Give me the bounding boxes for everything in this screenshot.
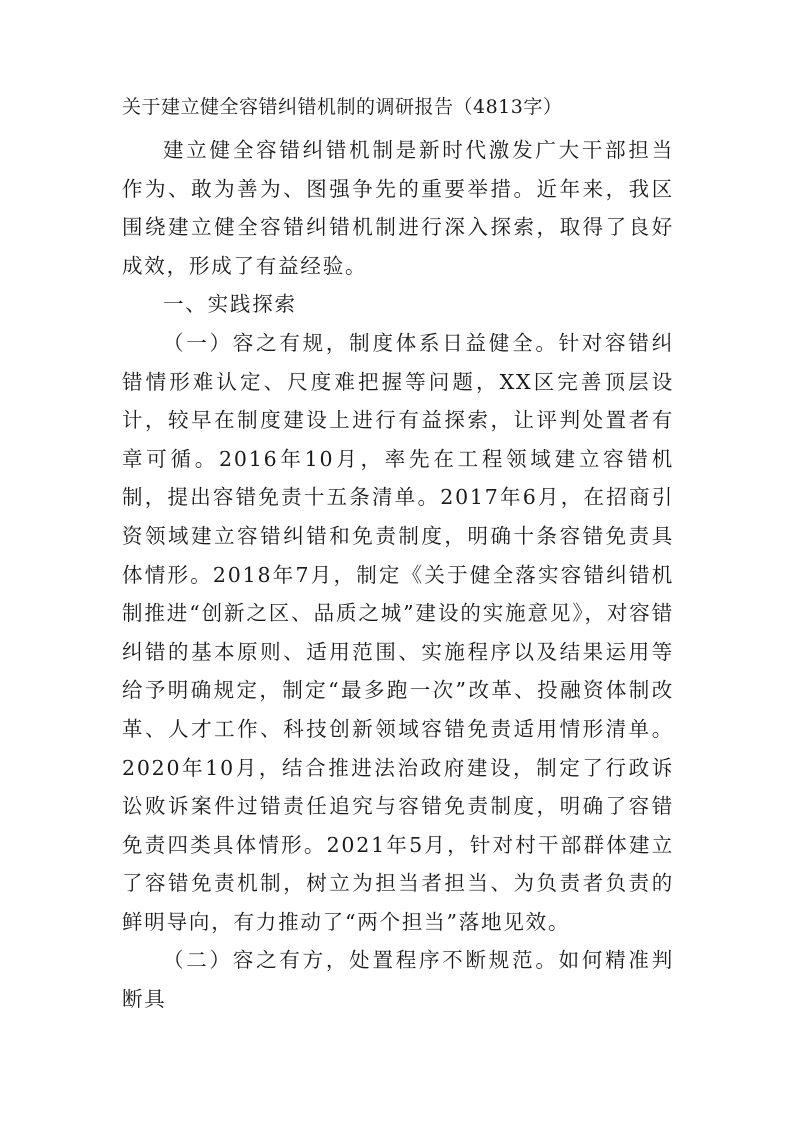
document-title: 关于建立健全容错纠错机制的调研报告（4813字）: [122, 96, 563, 118]
subsection-paragraph-2: （二）容之有方，处置程序不断规范。如何精准判断具: [122, 948, 674, 1012]
intro-paragraph: 建立健全容错纠错机制是新时代激发广大干部担当作为、敢为善为、图强争先的重要举措。近年来，我区围绕建立健全容错纠错机制进行深入探索，取得了良好成效，形成了有益经验。: [122, 138, 674, 278]
section-heading-practice: 一、实践探索: [163, 292, 297, 317]
document-body: [122, 92, 674, 1019]
subsection-paragraph-1: （一）容之有规，制度体系日益健全。针对容错纠错情形难认定、尺度难把握等问题，XX区完善顶层设计，较早在制度建设上进行有益探索，让评判处置者有章可循。2016年10月，率先在工程领域建立容错机制，提出容错免责十五条清单。2017年6月，在招商引资领域建立容错纠错和免责制度，明确十条容错免责具体情形。2018年7月，制定《关于健全落实容错纠错机制推进“创新之区、品质之城”建设的实施意见》，对容错纠错的基本原则、适用范围、实施程序以及结果运用等给予明确规定，制定“最多跑一次”改革、投融资体制改革、人才工作、科技创新领域容错免责适用情形清单。2020年10月，结合推进法治政府建设，制定了行政诉讼败诉案件过错责任追究与容错免责制度，明确了容错免责四类具体情形。2021年5月，针对村干部群体建立了容错免责机制，树立为担当者担当、为负责者负责的鲜明导向，有力推动了“两个担当”落地见效。: [122, 330, 674, 934]
